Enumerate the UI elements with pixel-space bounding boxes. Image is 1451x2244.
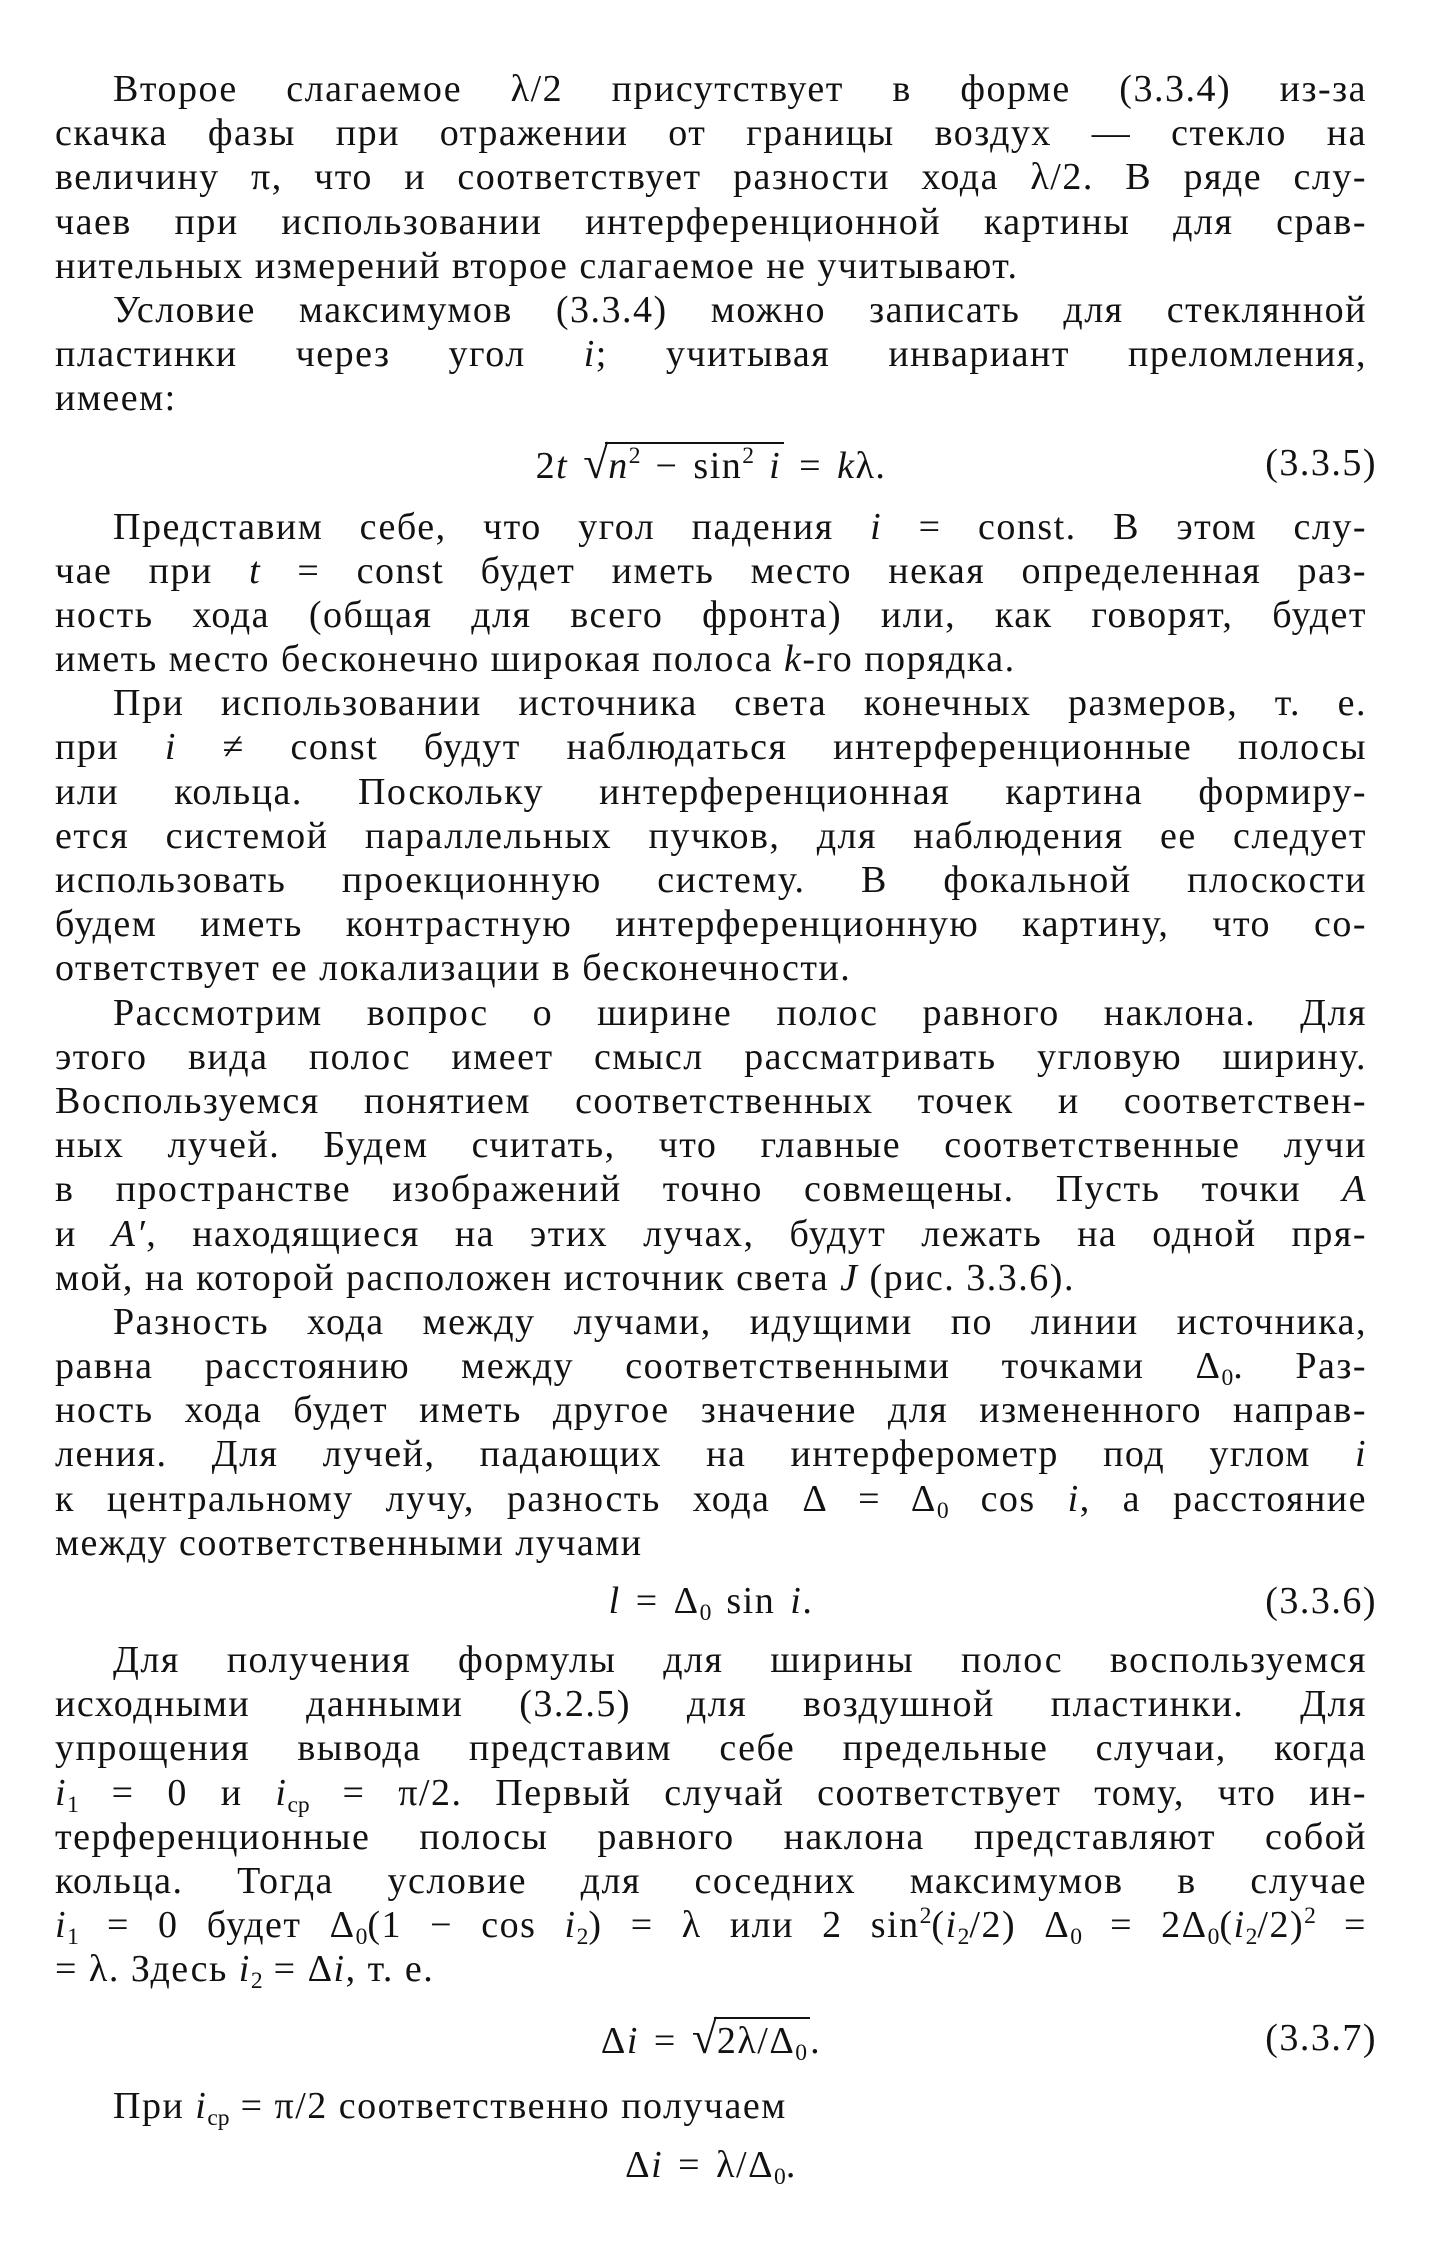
text-run: , находящиеся на этих лучах, будут лежать на одной пря-	[146, 1212, 1367, 1255]
subscript: ср	[287, 1791, 310, 1818]
math-text: sin	[711, 1580, 791, 1622]
variable: i	[55, 1771, 68, 1814]
text-run: в пространстве изображений точно совмещены. Пусть точки	[55, 1168, 1343, 1211]
math-text: = λ/Δ	[663, 2143, 775, 2186]
subscript: 2	[957, 1924, 970, 1951]
variable: i	[754, 444, 782, 487]
equation-number: (3.3.6)	[1265, 1580, 1377, 1622]
variable: i	[1233, 1904, 1246, 1947]
subscript: 2	[576, 1924, 589, 1951]
equation	[55, 1565, 1377, 1638]
math-text: .	[810, 2019, 822, 2062]
math-text: = Δ	[620, 1580, 700, 1622]
variable: i	[238, 1948, 251, 1991]
variable: i	[790, 1580, 803, 1622]
subscript: 0	[355, 1924, 368, 1951]
math-text: =	[784, 444, 838, 487]
variable: k	[837, 444, 856, 487]
superscript: 2	[742, 442, 755, 469]
variable: i	[1067, 1477, 1080, 1520]
variable: i	[164, 726, 177, 769]
text-line: Второе слагаемое λ/2 присутствует в форме (3.3.4) из-за	[113, 68, 1367, 110]
text-run: , т. е.	[345, 1948, 435, 1991]
text-run: (1 − cos	[367, 1904, 565, 1947]
text-line: Для получения формулы для ширины полос воспользуемся	[113, 1639, 1367, 1681]
subscript: 0	[936, 1497, 949, 1524]
text-line: нительных измерений второе слагаемое не учитывают.	[55, 244, 1019, 287]
radical-sign: √	[583, 436, 609, 488]
math-text: 2λ/Δ	[716, 2019, 796, 2062]
text-run: = 0 и	[78, 1771, 276, 1814]
math-text: λ.	[855, 444, 887, 487]
text-line: использовать проекционную систему. В фокальной плоскости	[55, 859, 1367, 901]
variable: i	[626, 2019, 639, 2062]
text-line: Условие максимумов (3.3.4) можно записать для стеклянной	[113, 288, 1367, 331]
subscript: 0	[1207, 1924, 1220, 1951]
text-line: между соответственными лучами	[55, 1521, 643, 1564]
text-run: ; учитывая инвариант преломления,	[595, 333, 1367, 376]
text-run: ления. Для лучей, падающих на интерферометр под углом	[55, 1433, 1355, 1476]
math-text: Δ	[625, 2143, 652, 2186]
subscript: 0	[1221, 1365, 1234, 1392]
text-run: = λ. Здесь	[55, 1948, 239, 1991]
subscript: 2	[250, 1968, 263, 1995]
text-run: (	[1219, 1904, 1234, 1947]
text-run: к центральному лучу, разность хода Δ = Δ	[55, 1477, 937, 1520]
subscript: 2	[1245, 1924, 1258, 1951]
text-run: . Раз-	[1233, 1345, 1367, 1388]
math-text: 2	[535, 444, 557, 487]
text-line: ется системой параллельных пучков, для наблюдения ее следует	[55, 814, 1367, 857]
text-line	[55, 1344, 1367, 1392]
variable: A′	[111, 1212, 147, 1255]
text-line	[55, 1256, 1367, 1300]
text-run: и	[55, 1212, 112, 1255]
equation-body	[608, 1580, 814, 1627]
text-line: Разность хода между лучами, идущими по линии источника,	[113, 1300, 1367, 1343]
radicand	[714, 2017, 810, 2066]
text-line: кольца. Тогда условие для соседних максимумов в случае	[55, 1859, 1367, 1902]
superscript: 2	[1304, 1902, 1316, 1929]
equation-body	[535, 436, 887, 488]
variable: i	[583, 333, 596, 376]
math-text: − sin	[640, 444, 743, 487]
text-run: -го порядка.	[802, 638, 1016, 681]
text-line	[55, 2084, 1367, 2131]
variable: i	[195, 2084, 208, 2127]
text-run: ≠ const будут наблюдаться интерференционные полосы	[176, 726, 1368, 769]
text-line: ответствует ее локализации в бесконечности.	[55, 947, 852, 990]
text-line: исходными данными (3.2.5) для воздушной пластинки. Для	[55, 1683, 1367, 1726]
text-run: = Δ	[262, 1948, 334, 1991]
equation-number: (3.3.5)	[1265, 441, 1377, 484]
text-line: терференционные полосы равного наклона представляют собой	[55, 1815, 1367, 1858]
text-line: При использовании источника света конечных размеров, т. е.	[113, 682, 1367, 725]
text-run: = const будет иметь место некая определенная раз-	[261, 549, 1368, 592]
text-run: , а расстояние	[1079, 1477, 1367, 1520]
variable: n	[608, 444, 629, 487]
text-run: иметь место бесконечно широкая полоса	[55, 638, 785, 681]
text-line	[55, 505, 1367, 549]
text-line	[55, 1167, 1367, 1211]
text-line: или кольца. Поскольку интерференционная картина формиру-	[55, 770, 1367, 813]
variable: k	[784, 638, 803, 681]
text-line	[55, 332, 1367, 376]
subscript: ср	[207, 2104, 230, 2131]
variable: l	[608, 1580, 621, 1622]
text-run: = π/2 соответственно получаем	[229, 2084, 787, 2127]
text-line: ность хода (общая для всего фронта) или, как говорят, будет	[55, 593, 1367, 636]
text-run: /2) Δ	[969, 1904, 1071, 1947]
text-line: чаев при использовании интерференционной картины для срав-	[55, 200, 1367, 243]
text-run: ) = λ или 2 sin	[588, 1904, 920, 1947]
text-run: = 0 будет Δ	[78, 1904, 356, 1947]
text-run: при	[55, 726, 165, 769]
text-run: = const. В этом слу-	[882, 505, 1367, 548]
text-run: При	[113, 2084, 196, 2127]
text-run: пластинки через угол	[55, 333, 584, 376]
variable: i	[870, 505, 883, 548]
text-line: скачка фазы при отражении от границы воздух — стекло на	[55, 112, 1367, 155]
variable: i	[55, 1904, 68, 1947]
text-line	[55, 1771, 1367, 1818]
text-run: = 2Δ	[1081, 1904, 1208, 1947]
text-line	[55, 1212, 1367, 1256]
variable: A	[1342, 1168, 1367, 1211]
math-text: =	[638, 2019, 692, 2062]
equation-body	[625, 2143, 797, 2190]
text-line	[55, 637, 1367, 681]
subscript: 0	[699, 1600, 712, 1627]
text-line: этого вида полос имеет смысл рассматривать угловую ширину.	[55, 1035, 1367, 1078]
text-run: равна расстоянию между соответственными точками Δ	[55, 1345, 1222, 1388]
text-line: Рассмотрим вопрос о ширине полос равного наклона. Для	[113, 991, 1367, 1034]
variable: i	[945, 1904, 958, 1947]
subscript: 0	[774, 2163, 786, 2190]
text-line: величину π, что и соответствует разности хода λ/2. В ряде слу-	[55, 156, 1367, 199]
variable: J	[840, 1256, 859, 1299]
text-run: (	[931, 1904, 946, 1947]
text-line	[55, 1432, 1367, 1476]
variable: i	[333, 1948, 346, 1991]
text-run: мой, на которой расположен источник света	[55, 1256, 841, 1299]
equation	[55, 2128, 1367, 2202]
text-line: ных лучей. Будем считать, что главные соответственные лучи	[55, 1124, 1367, 1167]
math-text: .	[785, 2143, 797, 2186]
text-line: имеем:	[55, 377, 177, 420]
variable: i	[651, 2143, 664, 2186]
radical-sign: √	[691, 2011, 717, 2063]
variable: t	[556, 444, 584, 487]
superscript: 2	[628, 442, 641, 469]
text-run: (рис. 3.3.6).	[858, 1256, 1075, 1299]
text-line	[55, 1477, 1367, 1524]
subscript: 0	[1070, 1924, 1082, 1951]
text-column	[55, 67, 1377, 2202]
math-text: .	[802, 1580, 814, 1622]
text-line	[55, 1947, 1367, 1995]
variable: i	[275, 1771, 288, 1814]
text-line	[55, 725, 1367, 769]
equation-body	[600, 2011, 822, 2066]
equation	[55, 421, 1377, 505]
text-run: чае при	[55, 549, 250, 592]
variable: t	[249, 549, 262, 592]
radicand	[605, 442, 784, 487]
math-text: Δ	[600, 2019, 627, 2062]
text-run: cos	[948, 1477, 1068, 1520]
equation	[55, 1992, 1377, 2084]
variable: i	[564, 1904, 577, 1947]
subscript: 0	[795, 2039, 808, 2066]
text-line: ность хода будет иметь другое значение для измененного направ-	[55, 1389, 1367, 1432]
text-run: Представим себе, что угол падения	[113, 505, 871, 548]
variable: i	[1354, 1433, 1367, 1476]
superscript: 2	[919, 1902, 932, 1929]
text-run: =	[1315, 1904, 1367, 1947]
text-line: Воспользуемся понятием соответственных точек и соответствен-	[55, 1079, 1367, 1122]
subscript: 1	[67, 1924, 79, 1951]
equation-number: (3.3.7)	[1265, 2016, 1377, 2059]
text-line	[55, 1902, 1367, 1951]
text-line	[55, 549, 1367, 593]
text-run: = π/2. Первый случай соответствует тому, что ин-	[309, 1771, 1367, 1814]
text-line: упрощения вывода представим себе предельные случаи, когда	[55, 1727, 1367, 1770]
text-line: будем иметь контрастную интерференционную картину, что со-	[55, 903, 1367, 946]
subscript: 1	[67, 1791, 79, 1818]
text-run: /2)	[1257, 1904, 1305, 1947]
